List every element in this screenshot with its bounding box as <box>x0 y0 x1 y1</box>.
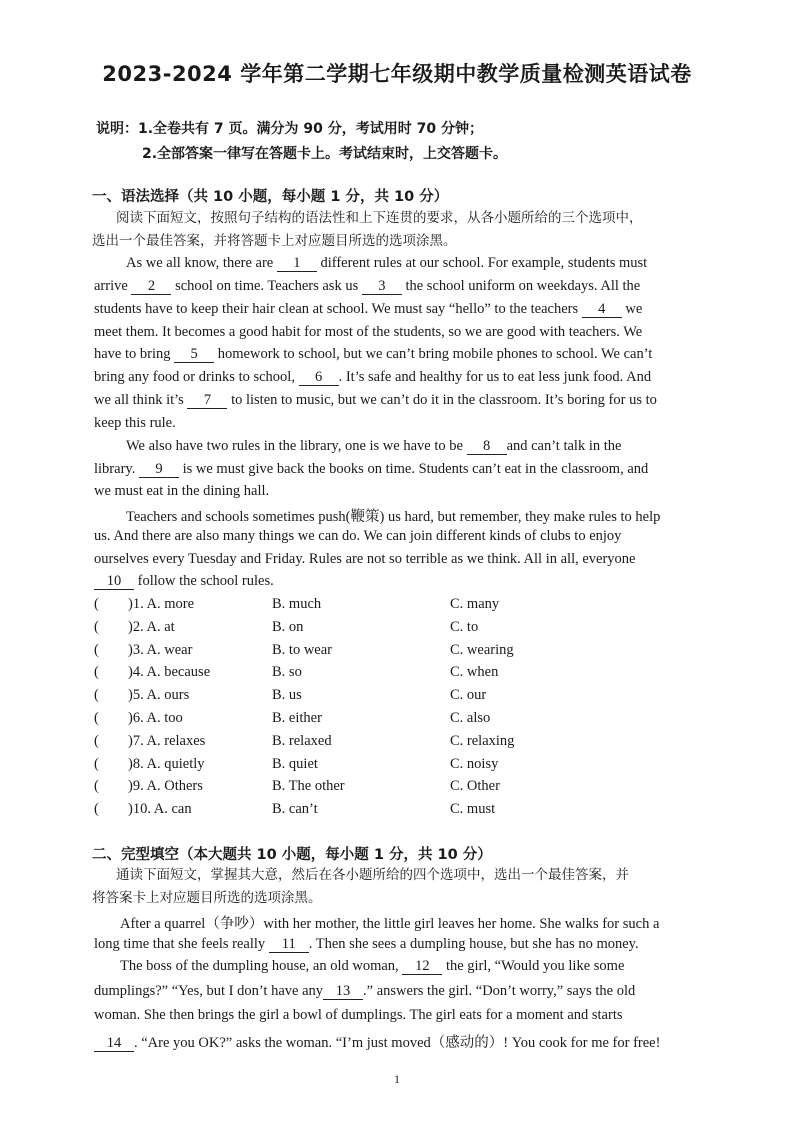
section1-instruction-1: 阅读下面短文，按照句子结构的语法性和上下连贯的要求，从各小题所给的三个选项中， <box>116 210 643 226</box>
answer-blank: 1 <box>277 255 317 272</box>
section1-heading: 一、语法选择（共 10 小题，每小题 1 分，共 10 分） <box>92 189 449 205</box>
section2-instruction-2: 将答案卡上对应题目所选的选项涂黑。 <box>92 890 322 906</box>
option-b: B. much <box>272 596 322 612</box>
option-c: C. to <box>450 618 479 635</box>
option-c: C. must <box>450 801 496 818</box>
option-c: C. relaxing <box>450 732 515 749</box>
passage-text: follow the school rules. <box>134 573 274 589</box>
answer-blank: 12 <box>402 958 442 975</box>
passage-line <box>94 1007 704 1024</box>
passage-text: . Then she sees a dumpling house, but she has no money. <box>308 936 639 952</box>
passage-text: is we must give back the books on time. Students can’t eat in the classroom, and <box>178 461 649 477</box>
option-b: B. to wear <box>272 641 332 658</box>
answer-paren: ( <box>94 596 99 612</box>
answer-paren: ( <box>94 687 99 704</box>
page-number: 1 <box>394 1072 400 1086</box>
option-a: )7. A. relaxes <box>128 732 206 749</box>
passage-text: school on time. Teachers ask us <box>171 278 362 294</box>
passage-text: We also have two rules in the library, one is we have to be <box>126 438 467 454</box>
passage-text: . “Are you OK?” asks the woman. “I’m just moved（感动的）! You cook for me for free! <box>134 1035 661 1051</box>
option-b: B. relaxed <box>272 732 332 749</box>
passage-text: we <box>621 301 643 317</box>
passage-text: After a quarrel（争吵）with her mother, the little girl leaves her home. She walks for such a <box>120 916 660 932</box>
option-c: C. when <box>450 664 499 681</box>
option-a: )9. A. Others <box>128 778 203 795</box>
passage-line <box>120 912 730 933</box>
answer-paren: ( <box>94 778 99 795</box>
page-title: 2023-2024 学年第二学期七年级期中教学质量检测英语试卷 <box>102 62 692 86</box>
passage-text: long time that she feels really <box>94 936 269 952</box>
passage-line <box>94 483 704 500</box>
option-b: B. either <box>272 710 322 726</box>
answer-paren: ( <box>94 641 99 658</box>
passage-line <box>94 461 704 478</box>
option-b: B. us <box>272 687 302 704</box>
answer-paren: ( <box>94 618 99 635</box>
passage-text: woman. She then brings the girl a bowl of dumplings. The girl eats for a moment and starts <box>94 1007 623 1023</box>
option-b: B. quiet <box>272 755 318 772</box>
passage-text: meet them. It becomes a good habit for most of the students, so we are good with teachers. We <box>94 324 643 340</box>
answer-paren: ( <box>94 732 99 749</box>
passage-line <box>94 301 704 318</box>
option-a: )8. A. quietly <box>128 755 205 772</box>
passage-text: the girl, “Would you like some <box>442 958 625 974</box>
answer-blank: 7 <box>187 392 227 409</box>
passage-text: and can’t talk in the <box>506 438 622 454</box>
answer-blank: 9 <box>139 461 179 478</box>
answer-paren: ( <box>94 755 99 772</box>
passage-text: As we all know, there are <box>126 255 277 271</box>
passage-text: different rules at our school. For example, students must <box>316 255 648 271</box>
passage-text: students have to keep their hair clean at school. We must say “hello” to the teachers <box>94 301 582 317</box>
answer-paren: ( <box>94 710 99 726</box>
section2-instruction-1: 通读下面短文，掌握其大意，然后在各小题所给的四个选项中，选出一个最佳答案，并 <box>116 867 629 883</box>
passage-line <box>94 392 704 409</box>
option-a: )10. A. can <box>128 801 192 818</box>
passage-text: . It’s safe and healthy for us to eat less junk food. And <box>338 369 652 385</box>
passage-line <box>94 528 704 545</box>
section1-instruction-2: 选出一个最佳答案，并将答题卡上对应题目所选的选项涂黑。 <box>92 233 457 249</box>
option-c: C. noisy <box>450 755 499 772</box>
answer-blank: 2 <box>131 278 171 295</box>
answer-blank: 10 <box>94 573 134 590</box>
option-c: C. many <box>450 596 500 612</box>
option-a: )5. A. ours <box>128 687 190 704</box>
note-line-1: 说明：1.全卷共有 7 页。满分为 90 分，考试用时 70 分钟； <box>96 121 484 137</box>
option-c: C. Other <box>450 778 500 795</box>
option-b: B. The other <box>272 778 345 795</box>
answer-blank: 4 <box>582 301 622 318</box>
passage-line <box>126 438 736 455</box>
passage-line <box>94 369 704 386</box>
answer-blank: 11 <box>269 936 309 953</box>
passage-line <box>94 551 704 568</box>
passage-text: .” answers the girl. “Don’t worry,” says the old <box>363 983 636 999</box>
passage-line <box>94 415 704 432</box>
answer-blank: 5 <box>174 346 214 363</box>
passage-line <box>126 255 736 272</box>
answer-paren: ( <box>94 664 99 681</box>
passage-text: Teachers and schools sometimes push(鞭策) us hard, but remember, they make rules to help <box>126 509 661 525</box>
answer-blank: 3 <box>362 278 402 295</box>
passage-text: have to bring <box>94 346 175 362</box>
passage-text: ourselves every Tuesday and Friday. Rules are not so terrible as we think. All in all, everyone <box>94 551 636 567</box>
passage-line <box>94 983 704 1000</box>
passage-line <box>120 958 730 975</box>
passage-line <box>94 346 704 363</box>
passage-line <box>94 936 704 953</box>
passage-text: we must eat in the dining hall. <box>94 483 270 499</box>
note-line-2: 2.全部答案一律写在答题卡上。考试结束时，上交答题卡。 <box>142 146 508 162</box>
passage-line <box>126 505 736 526</box>
passage-text: homework to school, but we can’t bring mobile phones to school. We can’t <box>214 346 653 362</box>
option-a: )4. A. because <box>128 664 211 681</box>
passage-text: the school uniform on weekdays. All the <box>401 278 641 294</box>
passage-text: to listen to music, but we can’t do it in the classroom. It’s boring for us to <box>227 392 657 408</box>
option-b: B. on <box>272 618 304 635</box>
passage-text: keep this rule. <box>94 415 176 431</box>
passage-text: dumplings?” “Yes, but I don’t have any <box>94 983 324 999</box>
passage-text: arrive <box>94 278 132 294</box>
option-a: )6. A. too <box>128 710 183 726</box>
passage-text: us. And there are also many things we can do. We can join different kinds of clubs to enjoy <box>94 528 622 544</box>
answer-blank: 13 <box>323 983 363 1000</box>
option-a: )3. A. wear <box>128 641 193 658</box>
passage-text: The boss of the dumpling house, an old woman, <box>120 958 403 974</box>
passage-line <box>94 1031 704 1052</box>
option-c: C. also <box>450 710 491 726</box>
option-b: B. so <box>272 664 302 681</box>
answer-blank: 6 <box>299 369 339 386</box>
option-c: C. our <box>450 687 487 704</box>
passage-line <box>94 573 704 590</box>
passage-line <box>94 324 704 341</box>
passage-text: bring any food or drinks to school, <box>94 369 299 385</box>
option-a: )1. A. more <box>128 596 195 612</box>
section2-heading: 二、完型填空（本大题共 10 小题，每小题 1 分，共 10 分） <box>92 847 492 863</box>
option-b: B. can’t <box>272 801 318 818</box>
passage-text: we all think it’s <box>94 392 188 408</box>
option-c: C. wearing <box>450 641 514 658</box>
answer-blank: 14 <box>94 1035 134 1052</box>
passage-text: library. <box>94 461 139 477</box>
passage-line <box>94 278 704 295</box>
answer-paren: ( <box>94 801 99 818</box>
option-a: )2. A. at <box>128 618 175 635</box>
answer-blank: 8 <box>467 438 507 455</box>
